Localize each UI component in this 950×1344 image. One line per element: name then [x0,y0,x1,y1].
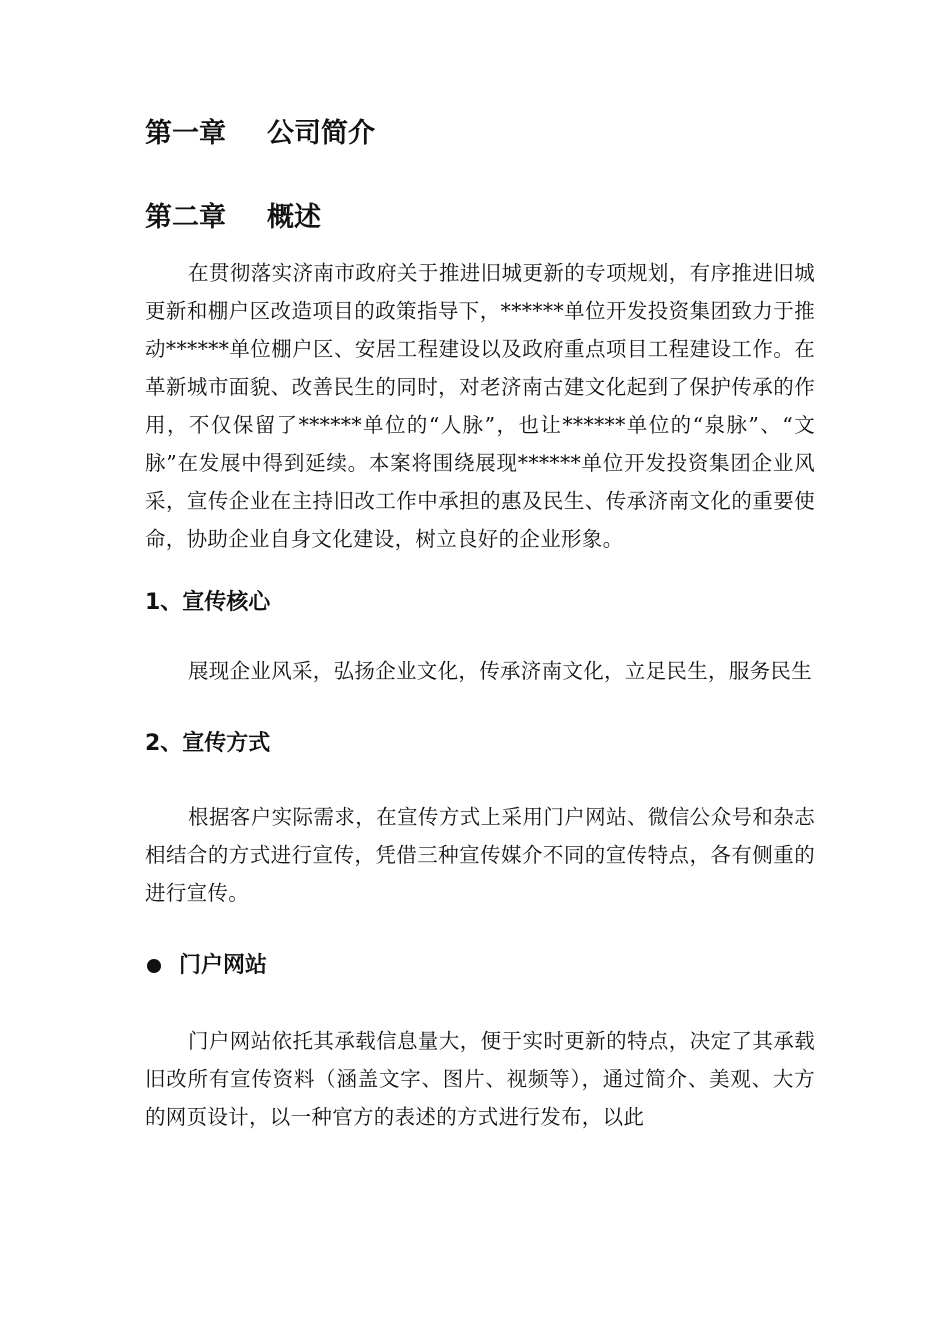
bullet-icon [147,959,161,973]
portal-paragraph: 门户网站依托其承载信息量大，便于实时更新的特点，决定了其承载旧改所有宣传资料（涵盖文字、图片、视频等），通过简介、美观、大方的网页设计，以一种官方的表述的方式进行发布，以此 [145,1029,815,1129]
document-body [145,112,815,1136]
chapter-title: 公司简介 [267,118,375,149]
chapter-heading-1 [145,112,815,156]
chapter-heading-2 [145,196,815,240]
chapter-number: 第一章 [145,118,226,149]
bullet-heading-portal [145,946,815,986]
section-heading-method: 2、宣传方式 [145,731,271,756]
method-paragraph: 根据客户实际需求，在宣传方式上采用门户网站、微信公众号和杂志相结合的方式进行宣传，凭借三种宣传媒介不同的宣传特点，各有侧重的进行宣传。 [145,805,815,905]
chapter-number: 第二章 [145,202,226,233]
core-paragraph: 展现企业风采，弘扬企业文化，传承济南文化，立足民生，服务民生 [188,659,812,683]
chapter-title: 概述 [267,202,321,233]
section-heading-core: 1、宣传核心 [145,590,271,615]
overview-paragraph: 在贯彻落实济南市政府关于推进旧城更新的专项规划，有序推进旧城更新和棚户区改造项目的政策指导下，******单位开发投资集团致力于推动******单位棚户区、安居工程建设以及政府重点项目工程建设工作。在革新城市面貌、改善民生的同时，对老济南古建文化起到了保护传承的作用，不仅保留了******单位的“人脉”，也让******单位的“泉脉”、“文脉”在发展中得到延续。本案将围绕展现******单位开发投资集团企业风采，宣传企业在主持旧改工作中承担的惠及民生、传承济南文化的重要使命，协助企业自身文化建设，树立良好的企业形象。 [145,261,815,551]
bullet-heading-text: 门户网站 [179,953,268,978]
